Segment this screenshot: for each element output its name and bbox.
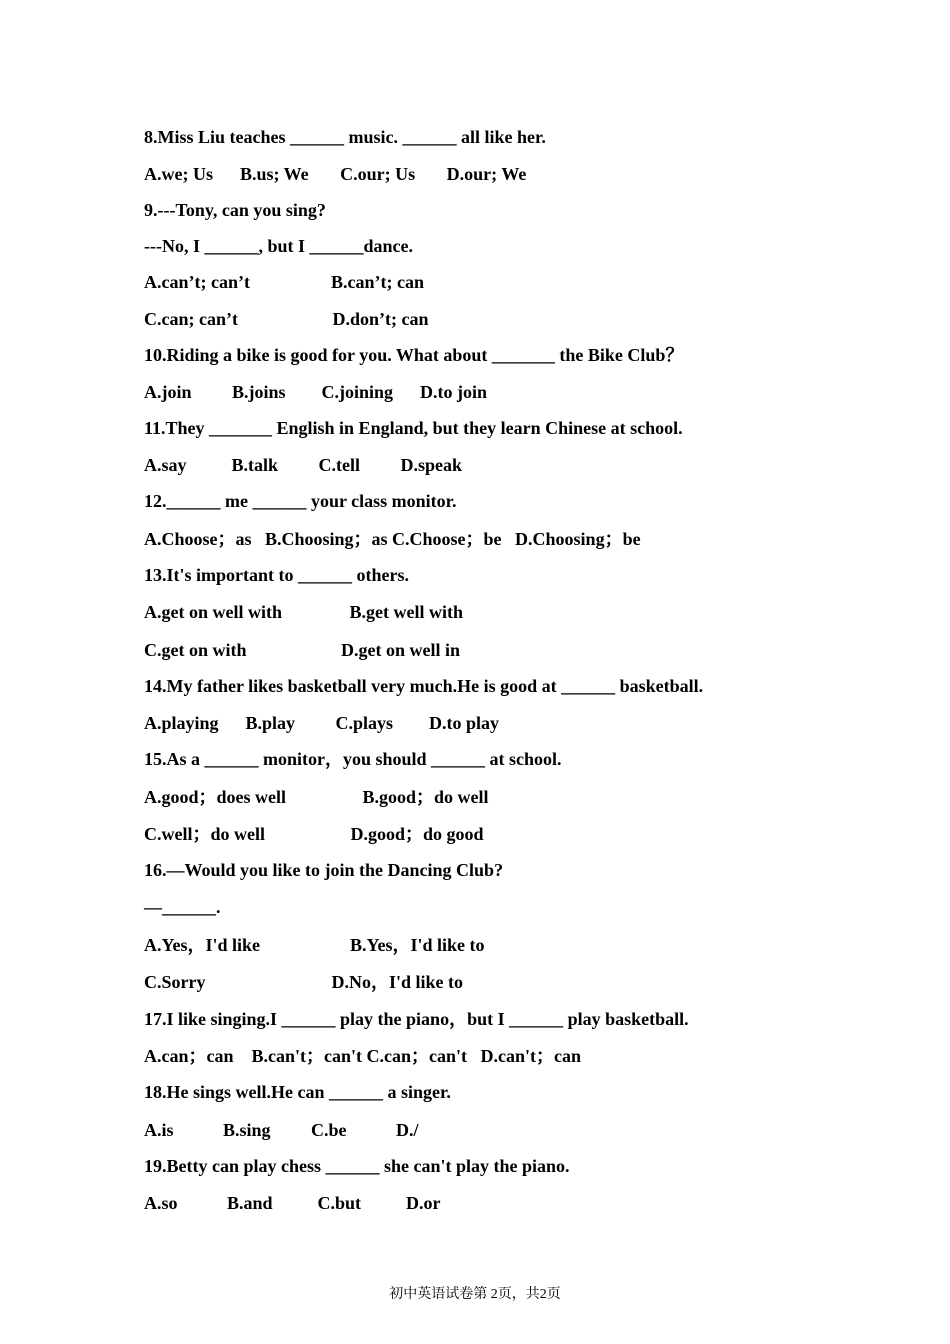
question-11: 11.They _______ English in England, but they learn Chinese at school. <box>144 418 683 438</box>
question-17-options: A.can；can B.can't；can't C.can；can't D.can't；can <box>144 1046 581 1066</box>
question-15-options-ab: A.good；does well B.good；do well <box>144 787 489 807</box>
question-8: 8.Miss Liu teaches ______ music. ______ all like her. <box>144 127 546 147</box>
question-9-options-cd: C.can; can’t D.don’t; can <box>144 309 429 329</box>
question-9-options-ab: A.can’t; can’t B.can’t; can <box>144 272 424 292</box>
question-19: 19.Betty can play chess ______ she can't play the piano. <box>144 1156 570 1176</box>
question-16-options-ab: A.Yes，I'd like B.Yes，I'd like to <box>144 935 485 955</box>
question-14: 14.My father likes basketball very much.He is good at ______ basketball. <box>144 676 704 696</box>
question-11-options: A.say B.talk C.tell D.speak <box>144 455 463 475</box>
question-9: 9.---Tony, can you sing? <box>144 200 326 220</box>
question-15-options-cd: C.well；do well D.good；do good <box>144 824 484 844</box>
question-12: 12.______ me ______ your class monitor. <box>144 491 457 511</box>
question-16-options-cd: C.Sorry D.No，I'd like to <box>144 972 463 992</box>
question-19-options: A.so B.and C.but D.or <box>144 1193 441 1213</box>
question-13-options-cd: C.get on with D.get on well in <box>144 640 460 660</box>
question-8-options: A.we; Us B.us; We C.our; Us D.our; We <box>144 164 527 184</box>
question-10: 10.Riding a bike is good for you. What about _______ the Bike Club？ <box>144 345 684 365</box>
question-13-options-ab: A.get on well with B.get well with <box>144 602 463 622</box>
question-10-options: A.join B.joins C.joining D.to join <box>144 382 488 402</box>
question-16-answer-blank: —______. <box>144 897 221 917</box>
question-14-options: A.playing B.play C.plays D.to play <box>144 713 500 733</box>
question-18: 18.He sings well.He can ______ a singer. <box>144 1082 451 1102</box>
page-footer: 初中英语试卷第 2页，共2页 <box>389 1287 561 1302</box>
question-9-dialogue: ---No, I ______, but I ______dance. <box>144 236 414 256</box>
question-18-options: A.is B.sing C.be D./ <box>144 1120 419 1140</box>
question-16: 16.—Would you like to join the Dancing Club? <box>144 860 504 880</box>
question-17: 17.I like singing.I ______ play the piano，but I ______ play basketball. <box>144 1009 689 1029</box>
question-13: 13.It's important to ______ others. <box>144 565 409 585</box>
question-12-options: A.Choose；as B.Choosing；as C.Choose；be D.Choosing；be <box>144 529 641 549</box>
question-15: 15.As a ______ monitor，you should ______ at school. <box>144 749 562 769</box>
